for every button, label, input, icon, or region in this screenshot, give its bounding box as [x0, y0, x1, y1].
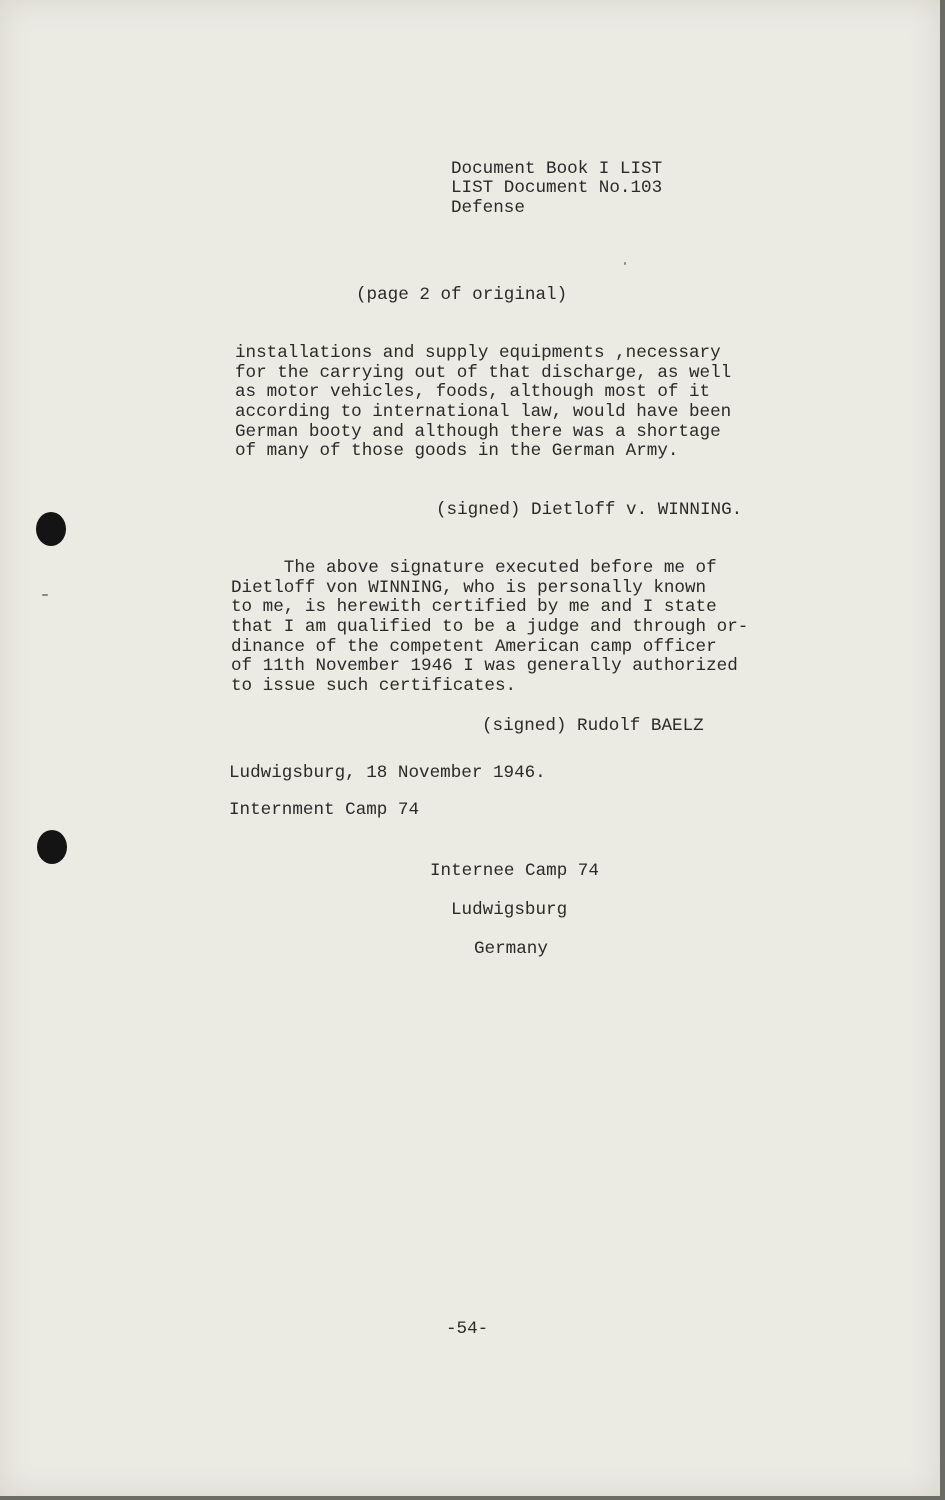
- punch-hole-top: [36, 512, 66, 546]
- header-line-document-number: LIST Document No.103: [451, 178, 663, 198]
- certification-line: Dietloff von WINNING, who is personally known: [231, 578, 707, 598]
- place-and-date: Ludwigsburg, 18 November 1946.: [229, 763, 546, 783]
- certification-line: to me, is herewith certified by me and I state: [231, 597, 717, 617]
- paper-speck: [42, 594, 48, 596]
- stamp-camp-line: Internee Camp 74: [430, 861, 599, 881]
- certification-line: that I am qualified to be a judge and through or-: [231, 617, 749, 637]
- stamp-city-line: Ludwigsburg: [451, 900, 568, 920]
- signature-winning: (signed) Dietloff v. WINNING.: [436, 500, 743, 520]
- paragraph-line: according to international law, would have been: [235, 402, 732, 422]
- scan-edge-right: [940, 0, 945, 1500]
- page-number: -54-: [446, 1319, 489, 1339]
- certification-line: to issue such certificates.: [231, 676, 517, 696]
- scan-edge-bottom: [0, 1496, 945, 1500]
- certification-line: The above signature executed before me of: [231, 558, 717, 578]
- page-reference: (page 2 of original): [356, 285, 568, 305]
- paper-speck: [624, 262, 626, 265]
- header-line-defense: Defense: [451, 198, 525, 218]
- paragraph-line: of many of those goods in the German Army.: [235, 441, 679, 461]
- internment-camp: Internment Camp 74: [229, 800, 420, 820]
- certification-line: of 11th November 1946 I was generally authorized: [231, 656, 738, 676]
- certification-line: dinance of the competent American camp officer: [231, 637, 717, 657]
- paragraph-line: as motor vehicles, foods, although most of it: [235, 382, 711, 402]
- signature-baelz: (signed) Rudolf BAELZ: [482, 716, 704, 736]
- paragraph-line: for the carrying out of that discharge, as well: [235, 363, 732, 383]
- header-line-book: Document Book I LIST: [451, 159, 663, 179]
- paragraph-line: German booty and although there was a shortage: [235, 422, 721, 442]
- punch-hole-bottom: [37, 830, 67, 864]
- paragraph-line: installations and supply equipments ,necessary: [235, 343, 721, 363]
- stamp-country-line: Germany: [474, 939, 548, 959]
